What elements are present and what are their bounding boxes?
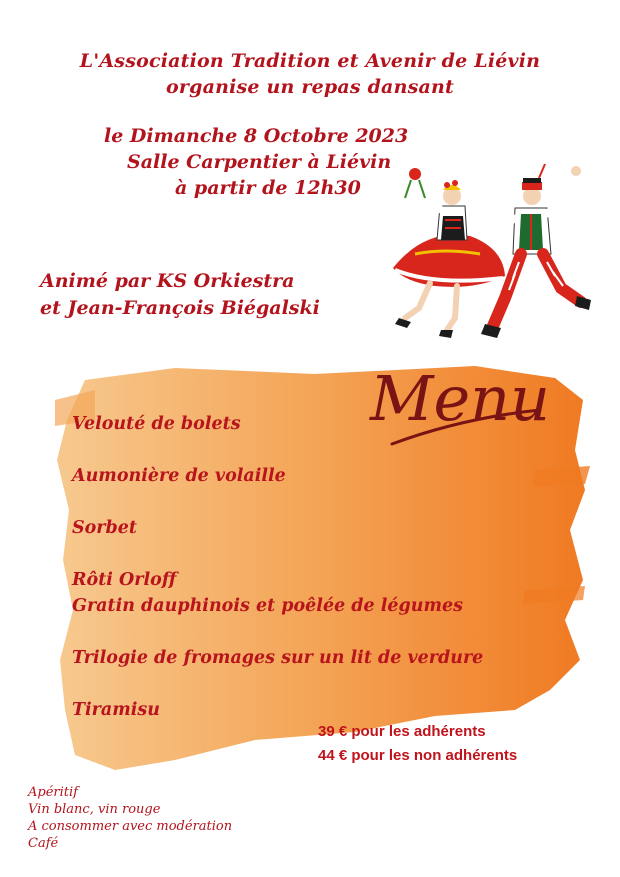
drink-item: Café [28,836,59,851]
event-venue: Salle Carpentier à Liévin [127,151,392,173]
menu-item: Trilogie de fromages sur un lit de verdure [72,648,484,668]
event-date: le Dimanche 8 Octobre 2023 [104,125,409,147]
drink-item: Apéritif [28,785,78,800]
non-member-price: 44 € pour les non adhérents [318,747,518,764]
menu-item: Tiramisu [72,700,160,720]
menu-item: Sorbet [72,518,137,538]
menu-item: Velouté de bolets [72,414,241,434]
menu-item: Rôti Orloff [72,570,177,590]
drink-item: Vin blanc, vin rouge [28,802,161,817]
member-price: 39 € pour les adhérents [318,723,486,740]
event-time: à partir de 12h30 [175,177,361,199]
menu-heading: Menu [370,362,551,435]
menu-item: Aumonière de volaille [72,466,286,486]
animation-singer: et Jean-François Biégalski [40,297,320,319]
menu-heading-graphic [362,348,552,458]
menu-item: Gratin dauphinois et poêlée de légumes [72,596,464,616]
event-subtitle: organise un repas dansant [166,76,454,98]
animation-band: Animé par KS Orkiestra [40,270,295,292]
association-title: L'Association Tradition et Avenir de Liévin [79,50,541,72]
folk-dancers-illustration [385,158,605,343]
drink-item: A consommer avec modération [28,819,233,834]
